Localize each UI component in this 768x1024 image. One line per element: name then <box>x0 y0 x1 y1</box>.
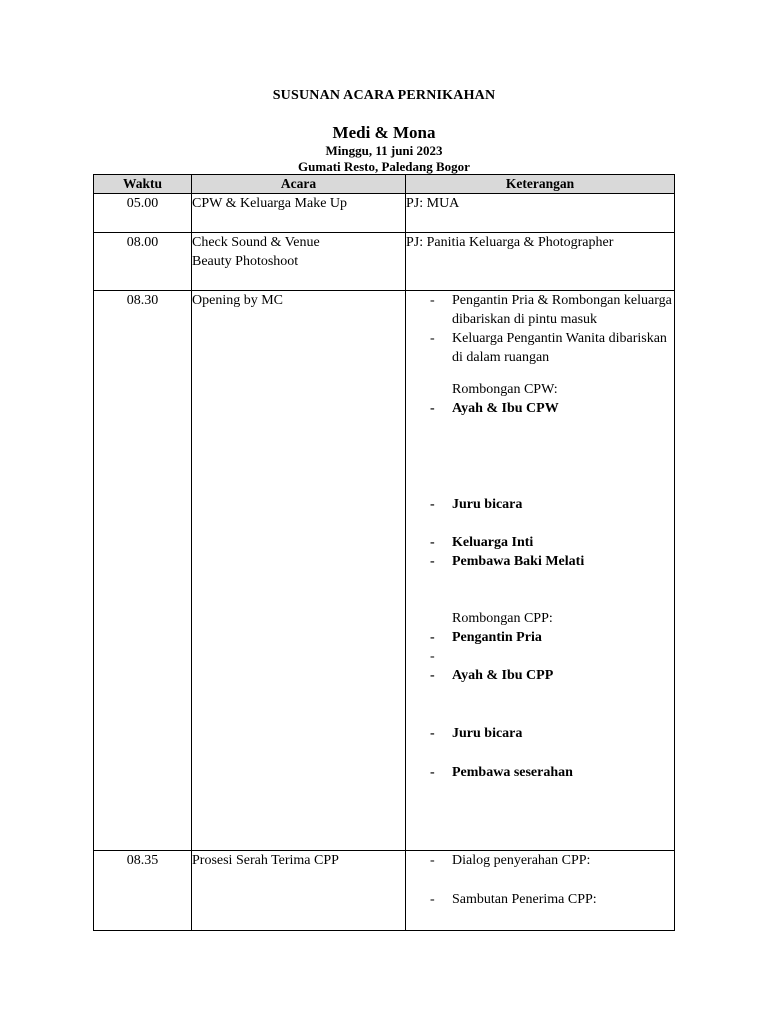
bullet-dash: - <box>430 401 435 416</box>
table-row <box>94 291 675 851</box>
note-text: Rombongan CPW: <box>452 382 558 397</box>
note-item <box>406 399 674 418</box>
bullet-dash: - <box>430 293 435 308</box>
note-text: Keluarga Pengantin Wanita dibariskan di dalam ruangan <box>452 331 667 365</box>
event-venue: Gumati Resto, Paledang Bogor <box>298 159 470 174</box>
note-text: Juru bicara <box>452 726 523 741</box>
note-list <box>406 291 674 782</box>
row-time: 08.00 <box>94 233 192 291</box>
note-item <box>406 724 674 743</box>
note-text: Pembawa seserahan <box>452 765 573 780</box>
note-item <box>406 533 674 552</box>
row-event <box>192 851 406 931</box>
bullet-dash: - <box>430 535 435 550</box>
row-note <box>406 233 675 291</box>
table-header-row <box>94 175 675 194</box>
event-line: Prosesi Serah Terima CPP <box>192 853 339 868</box>
bullet-dash: - <box>430 892 435 907</box>
table-row <box>94 851 675 931</box>
bullet-dash: - <box>430 649 435 664</box>
note-item <box>406 890 674 909</box>
note-text: Sambutan Penerima CPP: <box>452 892 597 907</box>
document-title: SUSUNAN ACARA PERNIKAHAN <box>272 88 496 103</box>
table-row <box>94 233 675 291</box>
note-text: Pembawa Baki Melati <box>452 554 585 569</box>
bullet-dash: - <box>430 331 435 346</box>
note-item <box>406 666 674 685</box>
event-line: Opening by MC <box>192 293 283 308</box>
header-waktu: Waktu <box>94 175 192 194</box>
note-item <box>406 763 674 782</box>
bullet-dash: - <box>430 497 435 512</box>
event-line: Beauty Photoshoot <box>192 254 299 269</box>
note-text: Rombongan CPP: <box>452 611 553 626</box>
schedule-table <box>93 174 675 931</box>
row-note <box>406 291 675 851</box>
note-item <box>406 495 674 514</box>
note-item <box>406 851 674 870</box>
note-item <box>406 552 674 571</box>
bullet-dash: - <box>430 554 435 569</box>
note-text: Ayah & Ibu CPW <box>452 401 559 416</box>
row-event <box>192 194 406 233</box>
row-note <box>406 194 675 233</box>
note-text: Dialog penyerahan CPP: <box>452 853 591 868</box>
note-item <box>406 647 674 666</box>
couple-names: Medi & Mona <box>332 123 436 142</box>
note-text: Juru bicara <box>452 497 523 512</box>
note-text: PJ: MUA <box>406 196 460 211</box>
bullet-dash: - <box>430 630 435 645</box>
note-text: Ayah & Ibu CPP <box>452 668 554 683</box>
note-item <box>406 609 674 628</box>
header-acara: Acara <box>192 175 406 194</box>
event-line: CPW & Keluarga Make Up <box>192 196 348 211</box>
note-item <box>406 291 674 329</box>
note-item <box>406 380 674 399</box>
note-item <box>406 628 674 647</box>
bullet-dash: - <box>430 726 435 741</box>
bullet-dash: - <box>430 765 435 780</box>
note-text: Pengantin Pria & Rombongan keluarga dibariskan di pintu masuk <box>452 293 672 327</box>
row-time: 08.35 <box>94 851 192 931</box>
note-text: PJ: Panitia Keluarga & Photographer <box>406 235 614 250</box>
row-event <box>192 233 406 291</box>
row-time: 08.30 <box>94 291 192 851</box>
bullet-dash: - <box>430 668 435 683</box>
row-event <box>192 291 406 851</box>
note-item <box>406 329 674 367</box>
event-date: Minggu, 11 juni 2023 <box>325 143 443 158</box>
note-list <box>406 851 674 909</box>
header-keterangan: Keterangan <box>406 175 675 194</box>
note-text: Keluarga Inti <box>452 535 534 550</box>
table-row <box>94 194 675 233</box>
row-time: 05.00 <box>94 194 192 233</box>
note-text: Pengantin Pria <box>452 630 542 645</box>
event-line: Check Sound & Venue <box>192 235 320 250</box>
bullet-dash: - <box>430 853 435 868</box>
row-note <box>406 851 675 931</box>
